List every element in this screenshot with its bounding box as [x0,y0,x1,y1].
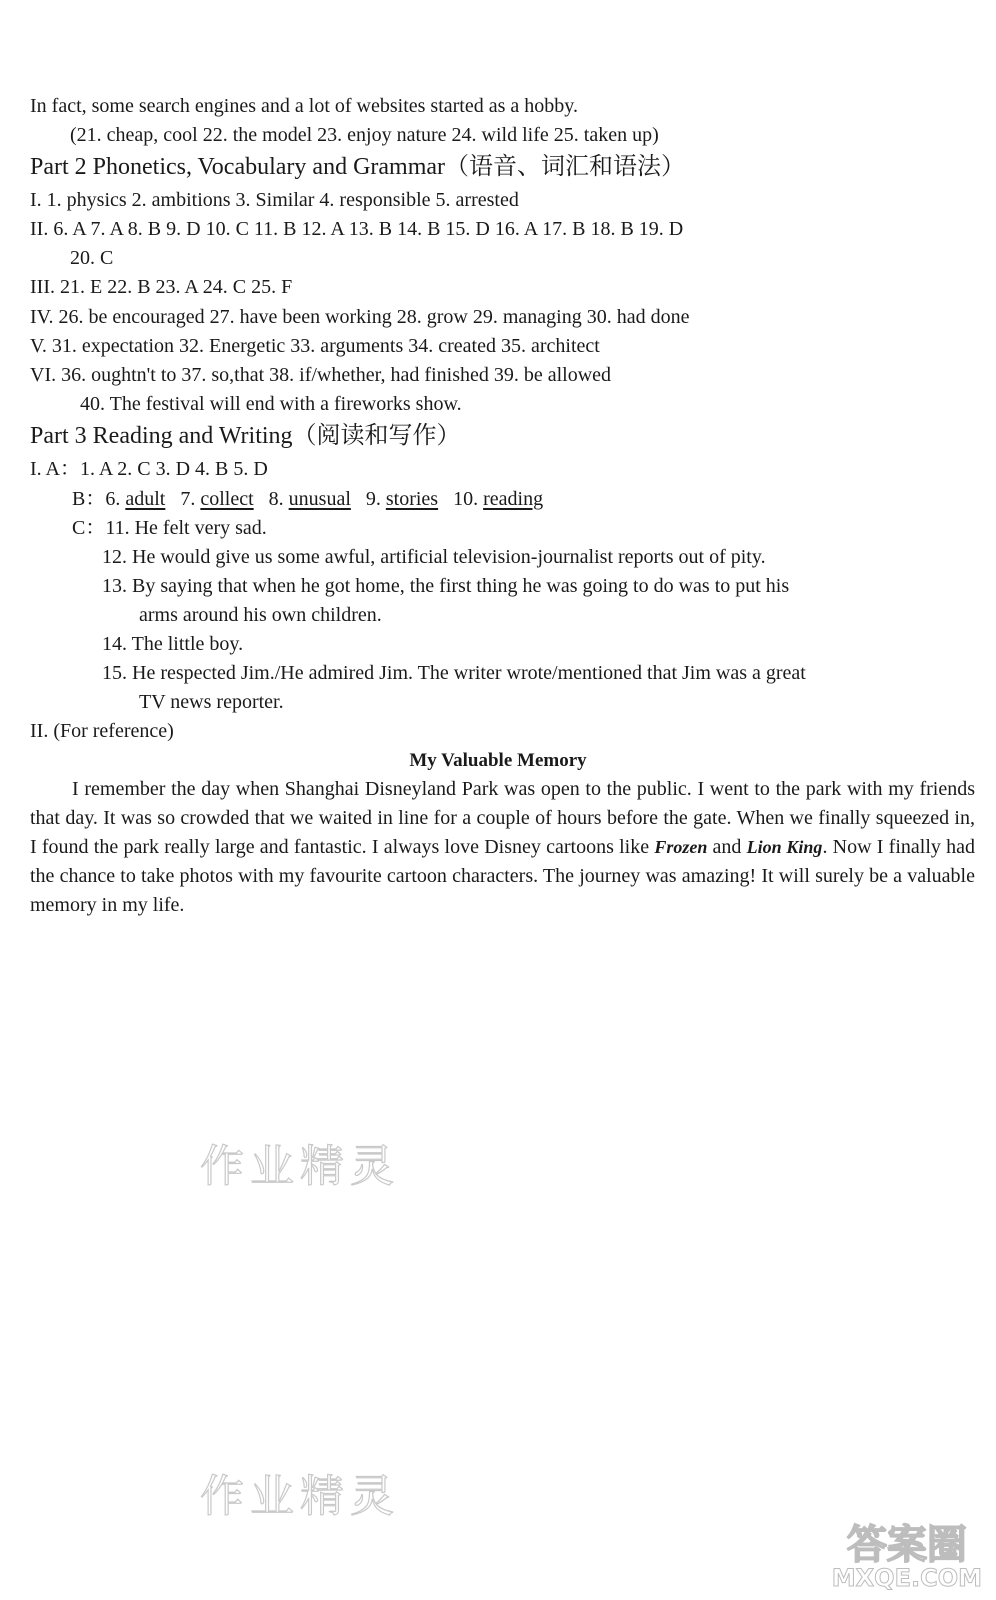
part3-C-12: 12. He would give us some awful, artificial television-journalist reports out of pity. [102,546,766,568]
part2-section-II: II. 6. A 7. A 8. B 9. D 10. C 11. B 12. A 13. B 14. B 15. D 16. A 17. B 18. B 19. D [30,218,684,240]
watermark-1: 作业精灵 [200,1141,400,1192]
essay-text-1: I remember the day when Shanghai Disneyland Park was open to the public. I went to the park with my friends that day. It was so crowded that we waited in line for a couple of hours before the gate. When we finally squeezed in, I found the park really large and fantastic. I always love Disney cartoons like [30,778,975,858]
part3-heading: Part 3 Reading and Writing（阅读和写作） [30,423,461,449]
essay-joiner: and [707,836,747,858]
part3-section-B [72,485,543,513]
part2-section-I: I. 1. physics 2. ambitions 3. Similar 4. responsible 5. arrested [30,189,519,211]
part3-C-15: 15. He respected Jim./He admired Jim. The writer wrote/mentioned that Jim was a great [102,662,806,684]
essay-body [30,775,975,920]
part3-C-13-cont: arms around his own children. [139,604,382,626]
part3-section-II: II. (For reference) [30,720,174,742]
part1-answers: (21. cheap, cool 22. the model 23. enjoy nature 24. wild life 25. taken up) [70,124,659,146]
part1-last-line: In fact, some search engines and a lot of websites started as a hobby. [30,95,578,117]
part2-heading: Part 2 Phonetics, Vocabulary and Grammar（语音、词汇和语法） [30,154,686,180]
num-10: 10. [453,488,484,510]
logo-text: 答案圈 [846,1522,967,1568]
answer-7: collect [200,488,254,510]
part3-C-11: C：11. He felt very sad. [72,517,267,539]
essay-text-2: . Now I finally had the chance to take photos with my favourite cartoon characters. The journey was amazing! It will surely be a valuable memory in my life. [30,836,975,916]
part3-C-13: 13. By saying that when he got home, the first thing he was going to do was to put his [102,575,790,597]
part3-C-15-cont: TV news reporter. [139,691,284,713]
answer-9: stories [385,488,439,510]
part2-section-IV: IV. 26. be encouraged 27. have been working 28. grow 29. managing 30. had done [30,306,690,328]
site-logo [832,1513,982,1592]
answer-6: adult [125,488,166,510]
part3-section-A: I. A：1. A 2. C 3. D 4. B 5. D [30,458,268,480]
logo-url: MXQE.COM [831,1564,982,1592]
num-9: 9. [365,488,386,510]
section-b-prefix: B：6. [72,488,126,510]
answer-8: unusual [288,488,351,510]
essay-title: My Valuable Memory [409,750,587,771]
answer-10: reading [483,488,544,510]
watermark-2: 作业精灵 [200,1471,400,1522]
part2-section-V: V. 31. expectation 32. Energetic 33. arguments 34. created 35. architect [30,335,600,357]
num-7: 7. [180,488,201,510]
movie-frozen: Frozen [654,837,708,857]
part2-section-VI: VI. 36. oughtn't to 37. so,that 38. if/whether, had finished 39. be allowed [30,364,612,386]
num-8: 8. [268,488,289,510]
part2-section-II-cont: 20. C [70,247,114,269]
part2-section-VI-40: 40. The festival will end with a fireworks show. [80,393,462,415]
movie-lion-king: Lion King [746,837,823,857]
part2-section-III: III. 21. E 22. B 23. A 24. C 25. F [30,276,293,298]
part3-C-14: 14. The little boy. [102,633,244,655]
